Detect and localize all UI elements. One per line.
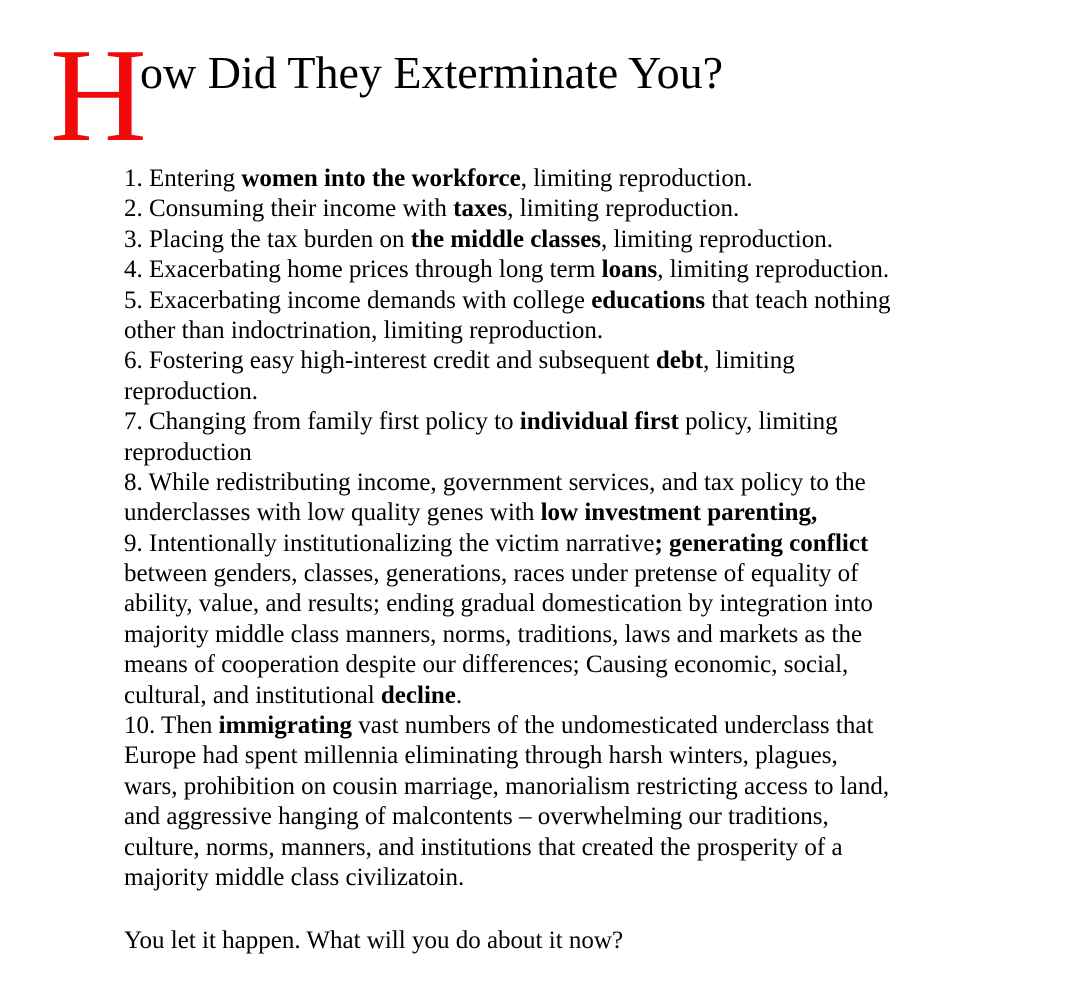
bold-phrase: women into the workforce [241,165,521,192]
text-line [124,863,890,893]
text-line [124,529,890,559]
page-title: ow Did They Exterminate You? [140,47,724,98]
text-segment: wars, prohibition on cousin marriage, manorialism restricting access to land, [124,772,890,800]
text-segment: culture, norms, manners, and institutions that created the prosperity of a [124,833,843,861]
bold-phrase: immigrating [218,712,352,740]
text-segment: and aggressive hanging of malcontents – overwhelming our traditions, [124,803,829,831]
text-segment: 5. Exacerbating income demands with college [124,286,592,314]
text-segment: 1. Entering [124,165,242,192]
text-line [124,741,890,771]
text-segment: ability, value, and results; ending gradual domestication by integration into [124,590,873,618]
text-segment: between genders, classes, generations, races under pretense of equality of [124,560,859,588]
text-segment: vast numbers of the undomesticated underclass that [352,712,874,740]
text-segment: policy, limiting [678,408,838,436]
text-segment: 3. Placing the tax burden on [124,225,411,253]
text-segment: 9. Intentionally institutionalizing the victim narrative [124,529,655,557]
text-segment: 6. Fostering easy high-interest credit and subsequent [124,347,656,375]
text-line [124,650,890,680]
text-line [124,711,890,741]
text-line [124,194,890,224]
numbered-list [124,164,890,893]
text-segment: reproduction [124,438,252,466]
bold-phrase: taxes [453,195,508,223]
text-line [124,833,890,863]
text-line [124,164,890,194]
text-line [124,377,890,407]
text-segment: underclasses with low quality genes with [124,499,541,527]
text-segment: 8. While redistributing income, government services, and tax policy to the [124,468,866,496]
text-line [124,681,890,711]
text-segment: , limiting [703,347,795,375]
text-segment: Europe had spent millennia eliminating through harsh winters, plagues, [124,742,838,770]
bold-phrase: the middle classes [410,225,602,253]
text-line [124,316,890,346]
text-segment: cultural, and institutional [124,681,381,709]
text-line [124,589,890,619]
closing-question: You let it happen. What will you do about it now? [124,927,624,954]
bold-phrase: debt [655,347,704,375]
text-line [124,772,890,802]
text-line [124,559,890,589]
bold-phrase: educations [591,286,706,314]
bold-phrase: individual first [519,408,679,436]
text-segment: 10. Then [124,712,219,740]
text-segment: other than indoctrination, limiting reproduction. [124,316,604,344]
bold-phrase: low investment parenting, [540,499,818,527]
text-segment: 2. Consuming their income with [124,195,454,223]
text-line [124,286,890,316]
text-line [124,225,890,255]
text-line [124,498,890,528]
text-line [124,468,890,498]
text-line [124,620,890,650]
text-segment: , limiting reproduction. [520,165,753,192]
text-line [124,802,890,832]
text-segment: , limiting reproduction. [657,256,890,284]
text-segment: majority middle class manners, norms, traditions, laws and markets as the [124,620,863,648]
text-segment: reproduction. [124,377,258,405]
text-line [124,255,890,285]
bold-phrase: decline [380,681,456,709]
text-segment: , limiting reproduction. [601,225,833,253]
bold-phrase: ; generating conflict [654,529,869,557]
bold-phrase: loans [601,256,658,284]
text-segment: , limiting reproduction. [507,195,740,223]
text-segment: means of cooperation despite our differences; Causing economic, social, [124,651,849,679]
text-segment: 7. Changing from family first policy to [124,408,520,436]
text-segment: 4. Exacerbating home prices through long term [124,256,602,284]
dropcap-letter: H [50,21,147,169]
text-segment: majority middle class civilizatoin. [124,863,465,891]
text-line [124,438,890,468]
text-segment: that teach nothing [705,286,891,314]
text-segment: . [455,681,463,709]
text-line [124,346,890,376]
text-line [124,407,890,437]
